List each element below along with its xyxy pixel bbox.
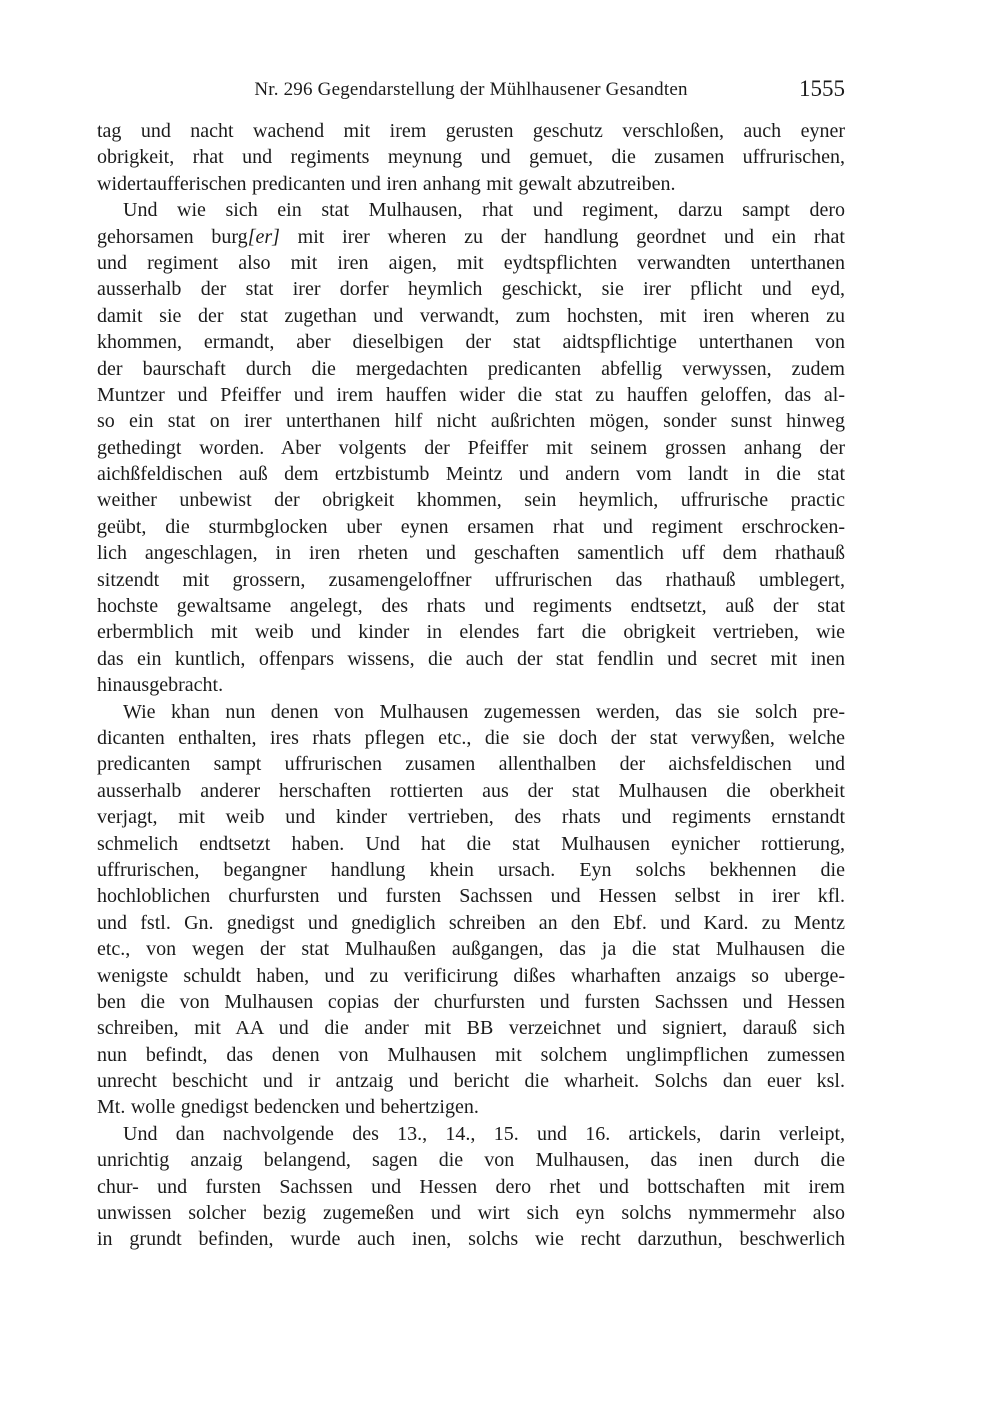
text-line: in grundt befinden, wurde auch inen, solchs wie recht darzuthun, beschwerlich — [97, 1228, 845, 1251]
text-line: khommen, ermandt, aber dieselbigen der stat aidtspflichtige unterthanen von — [97, 331, 845, 354]
text-line: tag und nacht wachend mit irem gerusten geschutz verschloßen, auch eyner — [97, 120, 845, 142]
text-line: erbermblich mit weib und kinder in elendes fart die obrigkeit vertrieben, wie — [97, 621, 845, 644]
page-number: 1555 — [799, 76, 845, 101]
text-line: Und wie sich ein stat Mulhausen, rhat und regiment, darzu sampt dero — [123, 199, 845, 222]
text-line: gehorsamen burg[er] mit irer wheren zu der handlung geordnet und ein rhat — [97, 225, 845, 248]
text-line: ausserhalb der stat irer dorfer heymlich geschickt, sie irer pflicht und eyd, — [97, 278, 845, 301]
text-line: chur- und fursten Sachssen und Hessen dero rhet und bottschaften mit irem — [97, 1175, 845, 1198]
text-line: uffrurischen, begangner handlung khein ursach. Eyn solchs bekhennen die — [97, 858, 845, 881]
text-line: nun befindt, das denen von Mulhausen mit solchem unglimpflichen zumessen — [97, 1043, 845, 1066]
text-line: geübt, die sturmbglocken uber eynen ersamen rhat und regiment erschrocken- — [97, 515, 845, 538]
text-line: gethedingt worden. Aber volgents der Pfeiffer mit seinem grossen anhang der — [97, 436, 845, 459]
text-line: predicanten sampt uffrurischen zusamen allenthalben der aichsfeldischen und — [97, 753, 845, 776]
text-line: damit sie der stat zugethan und verwandt, zum hochsten, mit iren wheren zu — [97, 304, 845, 327]
page-header — [97, 78, 845, 104]
text-line: verjagt, mit weib und kinder vertrieben, des rhats und regiments ernstandt — [97, 806, 845, 829]
text-line: so ein stat on irer unterthanen hilf nicht außrichten mögen, sonder sunst hinweg — [97, 410, 845, 433]
text-line: wenigste schuldt haben, und zu verificirung dißes wharhaften anzaigs so uberge- — [97, 964, 845, 987]
text-line: Und dan nachvolgende des 13., 14., 15. und 16. artickels, darin verleipt, — [123, 1122, 845, 1145]
text-line: Muntzer und Pfeiffer und irem hauffen wider die stat zu hauffen geloffen, das al- — [97, 383, 845, 406]
text-line: weither unbewist der obrigkeit khommen, sein heymlich, uffrurische practic — [97, 489, 845, 512]
text-line: schreiben, mit AA und die ander mit BB verzeichnet und signiert, darauß sich — [97, 1017, 845, 1040]
text-line: dicanten enthalten, ires rhats pflegen etc., die sie doch der stat verwyßen, welche — [97, 726, 845, 749]
text-line: schmelich endtsetzt haben. Und hat die stat Mulhausen eynicher rottierung, — [97, 832, 845, 855]
running-title: Nr. 296 Gegendarstellung der Mühlhausener Gesandten — [254, 79, 688, 100]
text-line: der baurschaft durch die mergedachten predicanten abfellig verwyssen, zudem — [97, 357, 845, 380]
text-line: ausserhalb anderer herschaften rottierten aus der stat Mulhausen die oberkheit — [97, 779, 845, 802]
text-line: hochste gewaltsame angelegt, des rhats und regiments endtsetzt, auß der stat — [97, 595, 845, 618]
text-line: und fstl. Gn. gnedigst und gnediglich schreiben an den Ebf. und Kard. zu Mentz — [97, 911, 845, 934]
text-line: ben die von Mulhausen copias der churfursten und fursten Sachssen und Hessen — [97, 990, 845, 1013]
text-line: lich angeschlagen, in iren rheten und geschaften samentlich uff dem rhathauß — [97, 542, 845, 565]
text-line: obrigkeit, rhat und regiments meynung und gemuet, die zusamen uffrurischen, — [97, 146, 845, 169]
text-line: das ein kuntlich, offenpars wissens, die auch der stat fendlin und secret mit inen — [97, 647, 845, 670]
text-line: Wie khan nun denen von Mulhausen zugemessen werden, das sie solch pre- — [123, 700, 845, 723]
text-line: unrecht beschicht und ir antzaig und bericht die wharheit. Solchs dan euer ksl. — [97, 1070, 845, 1093]
text-line: hinausgebracht. — [97, 674, 224, 697]
text-line: aichßfeldischen auß dem ertzbistumb Meintz und andern vom landt in die stat — [97, 463, 845, 486]
text-line: unrichtig anzaig belangend, sagen die von Mulhausen, das inen durch die — [97, 1149, 845, 1172]
text-line: etc., von wegen der stat Mulhaußen außgangen, das ja die stat Mulhausen die — [97, 938, 845, 961]
body-text — [97, 118, 845, 1253]
text-line: Mt. wolle gnedigst bedencken und behertzigen. — [97, 1096, 479, 1119]
text-line: sitzendt mit grossern, zusamengeloffner uffrurischen das rhathauß umblegert, — [97, 568, 845, 591]
text-line: unwissen solcher bezig zugemeßen und wirt sich eyn solchs nymmermehr also — [97, 1202, 845, 1225]
text-line: und regiment also mit iren aigen, mit eydtspflichten verwandten unterthanen — [97, 251, 845, 274]
text-line: widertaufferischen predicanten und iren anhang mit gewalt abzutreiben. — [97, 172, 676, 195]
text-line: hochloblichen churfursten und fursten Sachssen und Hessen selbst in irer kfl. — [97, 885, 845, 908]
